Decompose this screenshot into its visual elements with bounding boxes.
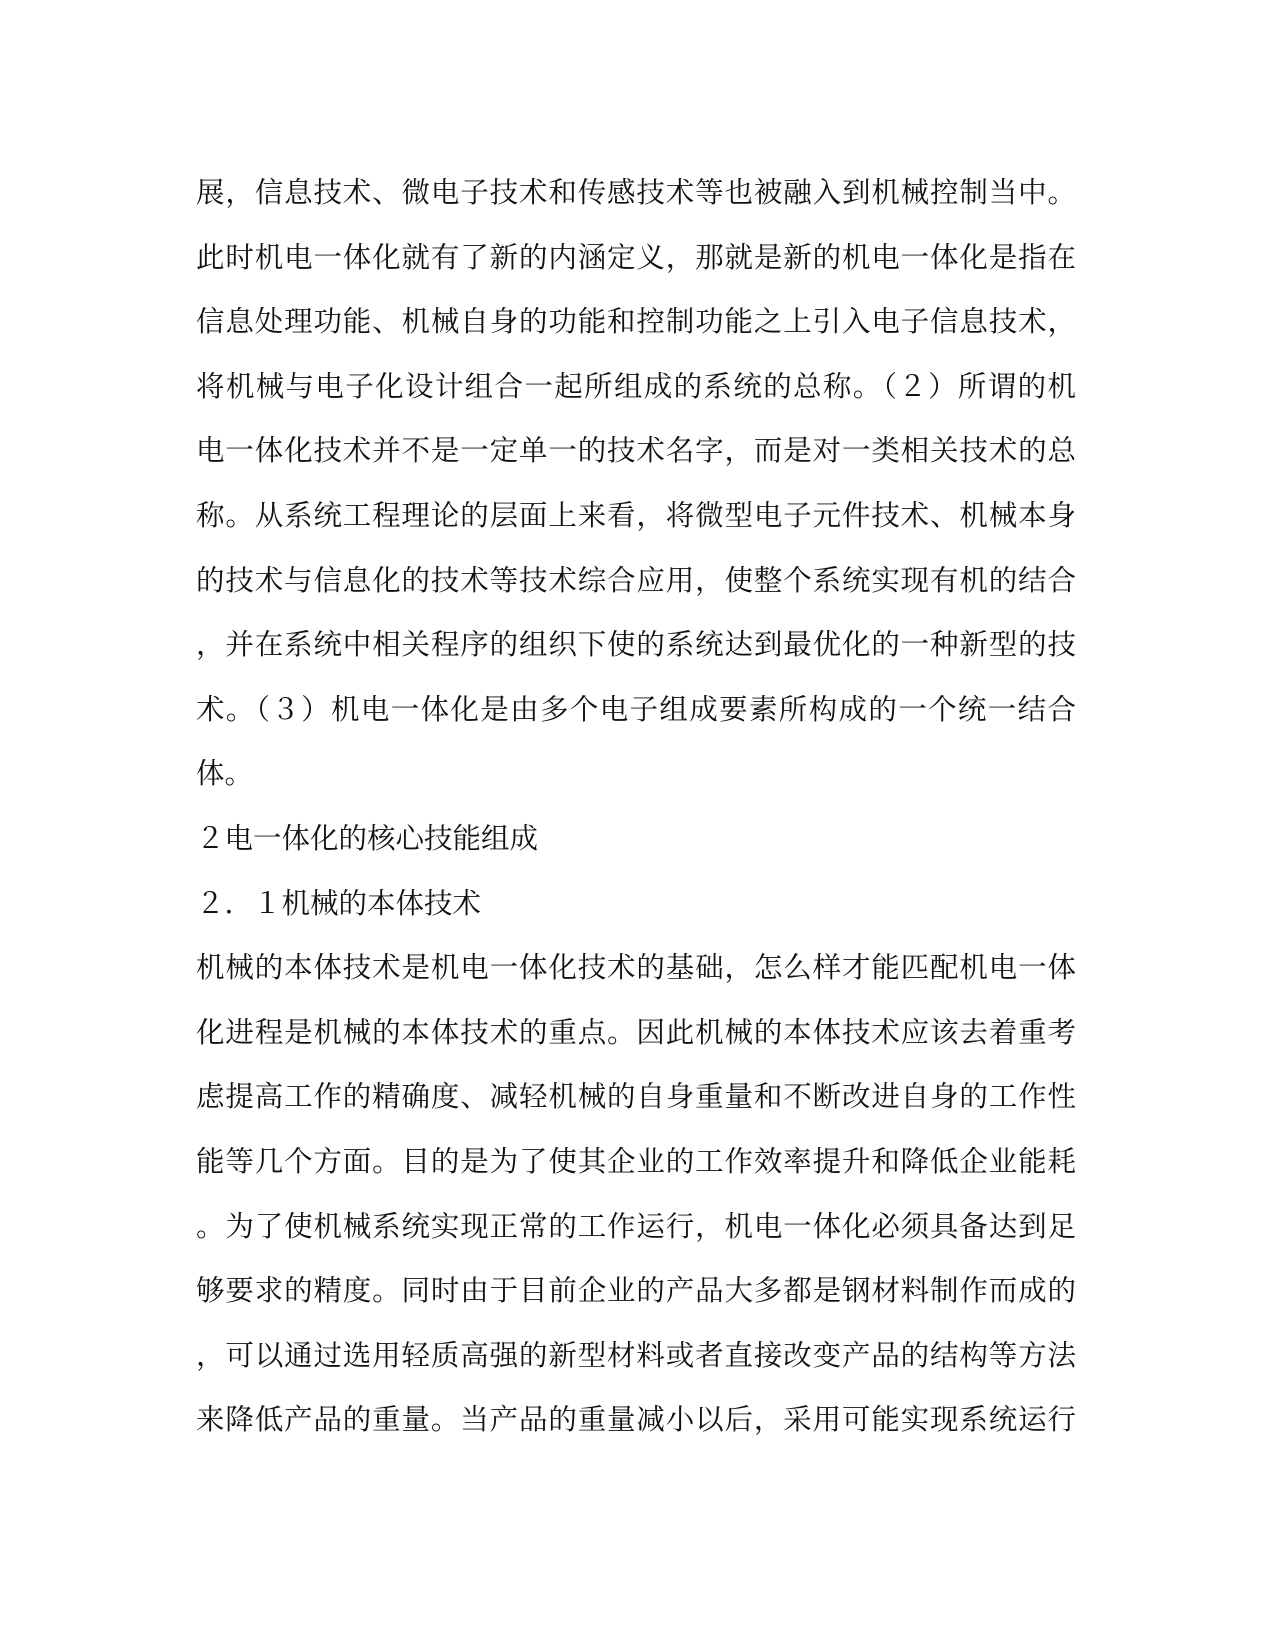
paragraph-line: 能等几个方面。目的是为了使其企业的工作效率提升和降低企业能耗	[196, 1144, 1076, 1178]
section-heading: ２电一体化的核心技能组成	[196, 821, 539, 855]
paragraph-line: 信息处理功能、机械自身的功能和控制功能之上引入电子信息技术，	[196, 305, 1076, 339]
paragraph-line: 机械的本体技术是机电一体化技术的基础，怎么样才能匹配机电一体	[196, 951, 1076, 985]
paragraph-line: 此时机电一体化就有了新的内涵定义，那就是新的机电一体化是指在	[196, 240, 1076, 274]
paragraph-line: 电一体化技术并不是一定单一的技术名字，而是对一类相关技术的总	[196, 434, 1076, 468]
paragraph-line: 将机械与电子化设计组合一起所组成的系统的总称。（２）所谓的机	[196, 369, 1076, 403]
paragraph-line: ，可以通过选用轻质高强的新型材料或者直接改变产品的结构等方法	[196, 1338, 1076, 1372]
paragraph-line: 展，信息技术、微电子技术和传感技术等也被融入到机械控制当中。	[196, 176, 1076, 209]
body-text	[196, 161, 1076, 1453]
paragraph-line: 够要求的精度。同时由于目前企业的产品大多都是钢材料制作而成的	[196, 1274, 1076, 1308]
paragraph-line: 术。（３）机电一体化是由多个电子组成要素所构成的一个统一结合	[196, 692, 1076, 726]
paragraph-line: ，并在系统中相关程序的组织下使的系统达到最优化的一种新型的技	[196, 628, 1076, 662]
paragraph-line: 。为了使机械系统实现正常的工作运行，机电一体化必须具备达到足	[196, 1209, 1076, 1243]
paragraph-line: 来降低产品的重量。当产品的重量减小以后，采用可能实现系统运行	[196, 1403, 1076, 1437]
paragraph-line-last: 体。	[196, 757, 254, 791]
paragraph-line: 的技术与信息化的技术等技术综合应用，使整个系统实现有机的结合	[196, 563, 1076, 597]
paragraph-line: 虑提高工作的精确度、减轻机械的自身重量和不断改进自身的工作性	[196, 1080, 1076, 1114]
subsection-heading: ２．１机械的本体技术	[196, 886, 482, 920]
paragraph-line: 称。从系统工程理论的层面上来看，将微型电子元件技术、机械本身	[196, 498, 1076, 532]
paragraph-line: 化进程是机械的本体技术的重点。因此机械的本体技术应该去着重考	[196, 1015, 1076, 1049]
